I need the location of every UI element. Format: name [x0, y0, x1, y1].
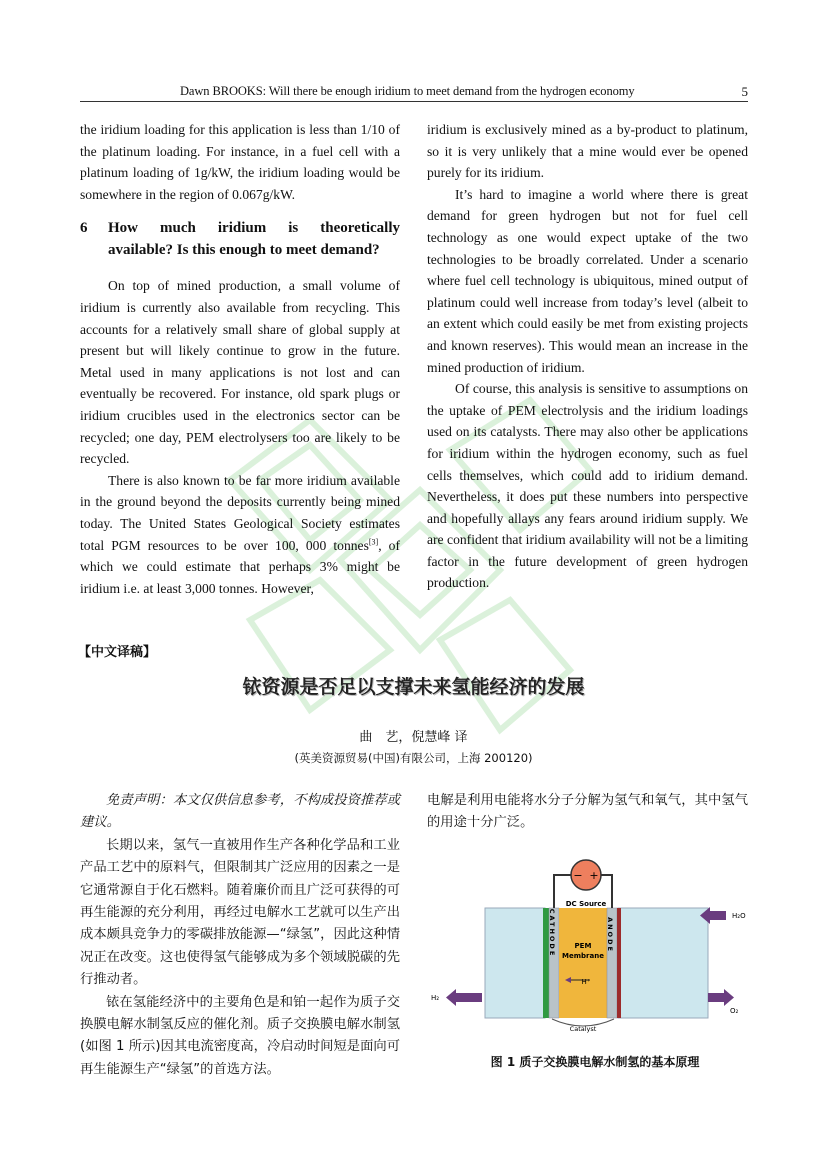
right-paragraph-1: iridium is exclusively mined as a by-product to platinum, so it is very unlikely that a mine would ever be opened purely for its iridium.	[427, 122, 748, 181]
chinese-paragraph-2: 铱在氢能经济中的主要角色是和铂一起作为质子交换膜电解水制氢反应的催化剂。质子交换膜电解水制氢(如图 1 所示)因其电流密度高，冷启动时间短是面向可再生能源生产“绿氢”的首选方法。	[80, 994, 400, 1077]
plus-sign: +	[589, 869, 599, 882]
translators: 曲 艺，倪慧峰 译	[359, 730, 468, 745]
water-anode-side	[618, 908, 708, 1018]
affiliation: (英美资源贸易(中国)有限公司，上海 200120)	[294, 751, 533, 765]
left-paragraph-3: There is also known to be far more iridium available in the ground beyond the deposits currently being mined today. The United States Geological Society estimates total PGM resources to be over 100, 000 tonnes[3], of which we could estimate that perhaps 3% might be iridium i.e. at least 3,000 tonnes. However,	[80, 472, 400, 596]
left-paragraph-2: On top of mined production, a small volume of iridium is currently also available from recycling. This accounts for a relatively small share of global supply at present but will likely continue to grow in the future. Metal used in many applications is not lost and can eventually be recovered. For instance, old spark plugs or iridium crucibles used in the electronics sector can be recycled; one day, PEM electrolysers too are likely to be recycled.	[80, 278, 400, 467]
pem-electrolysis-figure	[431, 855, 748, 1033]
chinese-left-column	[80, 790, 400, 1081]
right-column	[427, 119, 748, 594]
dc-source-label: DC Source	[565, 900, 607, 908]
left-paragraph-1: the iridium loading for this application is less than 1/10 of the platinum loading. For instance, in a fuel cell with a platinum loading of 1g/kW, the iridium loading would be somewhere in the region of 0.067g/kW.	[80, 122, 400, 202]
section-number: 6	[80, 220, 88, 237]
running-header	[80, 84, 748, 102]
h2-label: H₂	[431, 994, 440, 1002]
chinese-right-paragraph: 电解是利用电能将水分子分解为氢气和氧气，其中氢气的用途十分广泛。	[427, 793, 748, 831]
citation-ref[interactable]: [3]	[368, 536, 379, 546]
water-cathode-side	[485, 908, 545, 1018]
right-paragraph-2: It’s hard to imagine a world where there is great demand for green hydrogen but not for fuel cell technology as one would expect uptake of the two technologies to be broadly correlated. Under a scenario where fuel cell technology is ubiquitous, mined output of platinum could well increase from today’s level (albeit to an extent which could easily be met from existing projects and known reserves). This would mean an increase in the mined production of iridium.	[427, 186, 748, 375]
proton-label: H⁺	[581, 978, 591, 986]
disclaimer: 免责声明：本文仅供信息参考，不构成投资推荐或建议。	[80, 793, 400, 831]
running-title: Dawn BROOKS: Will there be enough iridium to meet demand from the hydrogen economy	[180, 84, 635, 98]
section-title-line2: available? Is this enough to meet demand?	[108, 242, 380, 259]
h2o-label: H₂O	[732, 912, 746, 920]
anode-electrode	[617, 908, 621, 1018]
anode-label: ANODE	[606, 917, 614, 953]
page-number: 5	[741, 84, 748, 99]
catalyst-label: Catalyst	[569, 1025, 597, 1033]
chinese-paragraph-1: 长期以来，氢气一直被用作生产各种化学品和工业产品工艺中的原料气，但限制其广泛应用的因素之一是它通常源自于化石燃料。随着廉价而且广泛可获得的可再生能源的充分利用，再经过电解水工艺就可以生产出成本颇具竞争力的零碳排放能源—“绿氢”，因此这种情况正在改变。这也使得氢气能够成为多个领域脱碳的先行推动者。	[80, 837, 400, 988]
section-heading	[80, 217, 400, 261]
o2-arrow	[708, 993, 724, 1002]
membrane-label-2: Membrane	[562, 952, 604, 960]
section-title-line1: How much iridium is theoretically	[108, 220, 400, 237]
o2-label: O₂	[730, 1007, 739, 1015]
chinese-right-column	[427, 790, 748, 835]
cathode-label: CATHODE	[548, 908, 556, 958]
h2o-arrow	[710, 911, 726, 920]
figure-caption: 图 1 质子交换膜电解水制氢的基本原理	[490, 1055, 700, 1069]
chinese-section-tag: 【中文译稿】	[78, 645, 157, 660]
minus-sign: −	[573, 869, 583, 882]
chinese-title: 铱资源是否足以支撑未来氢能经济的发展	[242, 676, 585, 698]
right-paragraph-3: Of course, this analysis is sensitive to assumptions on the uptake of PEM electrolysis and the iridium loadings used on its catalysts. There may also other be applications for iridium within the hydrogen economy, such as fuel cells themselves, which could add to iridium demand. Nevertheless, it does put these numbers into perspective and hopefully allays any fears around iridium supply. We are confident that iridium availability will not be a limiting factor in the future development of green hydrogen production.	[427, 381, 748, 591]
left-column	[80, 119, 400, 599]
pem-membrane	[559, 908, 607, 1018]
membrane-label-1: PEM	[574, 942, 592, 950]
h2-arrow	[456, 993, 482, 1002]
